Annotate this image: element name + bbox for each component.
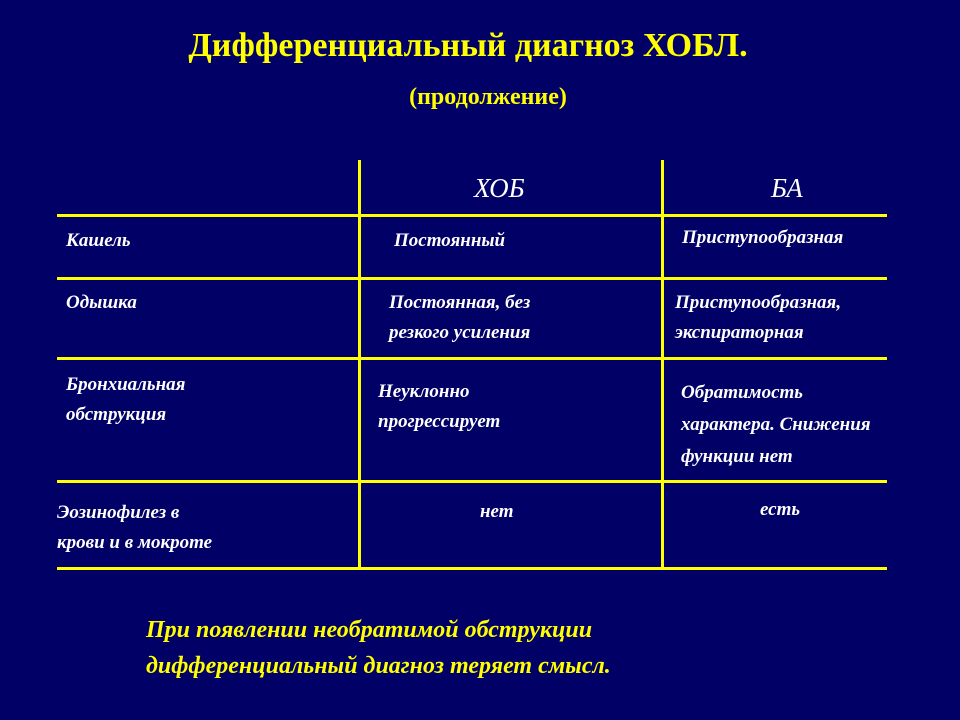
cell-dyspnea-copd: Постоянная, без резкого усиления (389, 292, 531, 343)
cell-cough-copd: Постоянный (394, 230, 506, 251)
row-label-dyspnea: Одышка (66, 292, 137, 313)
table-divider-horizontal-5 (57, 567, 887, 570)
row-label-obstruction: Бронхиальная обструкция (66, 374, 186, 425)
row-label-cough: Кашель (66, 230, 131, 251)
cell-cough-asthma: Приступообразная (682, 227, 844, 248)
cell-obstruction-asthma: Обратимость характера. Снижения функции нет (681, 382, 871, 467)
table-divider-vertical-2 (661, 160, 664, 569)
cell-eosinophilia-asthma: есть (760, 499, 801, 520)
cell-eosinophilia-copd: нет (480, 501, 514, 522)
column-header-copd: ХОБ (474, 173, 525, 203)
slide-title: Дифференциальный диагноз ХОБЛ. (188, 27, 748, 64)
footer-note: При появлении необратимой обструкции дифференциальный диагноз теряет смысл. (146, 617, 611, 679)
table-divider-horizontal-3 (57, 357, 887, 360)
table-divider-horizontal-2 (57, 277, 887, 280)
cell-dyspnea-asthma: Приступообразная, экспираторная (675, 292, 842, 343)
cell-obstruction-copd: Неуклонно прогрессирует (378, 381, 501, 432)
table-divider-vertical-1 (358, 160, 361, 569)
slide-subtitle: (продолжение) (409, 84, 567, 110)
table-divider-horizontal-1 (57, 214, 887, 217)
column-header-asthma: БА (771, 173, 803, 203)
table-divider-horizontal-4 (57, 480, 887, 483)
row-label-eosinophilia: Эозинофилез в крови и в мокроте (57, 502, 213, 553)
